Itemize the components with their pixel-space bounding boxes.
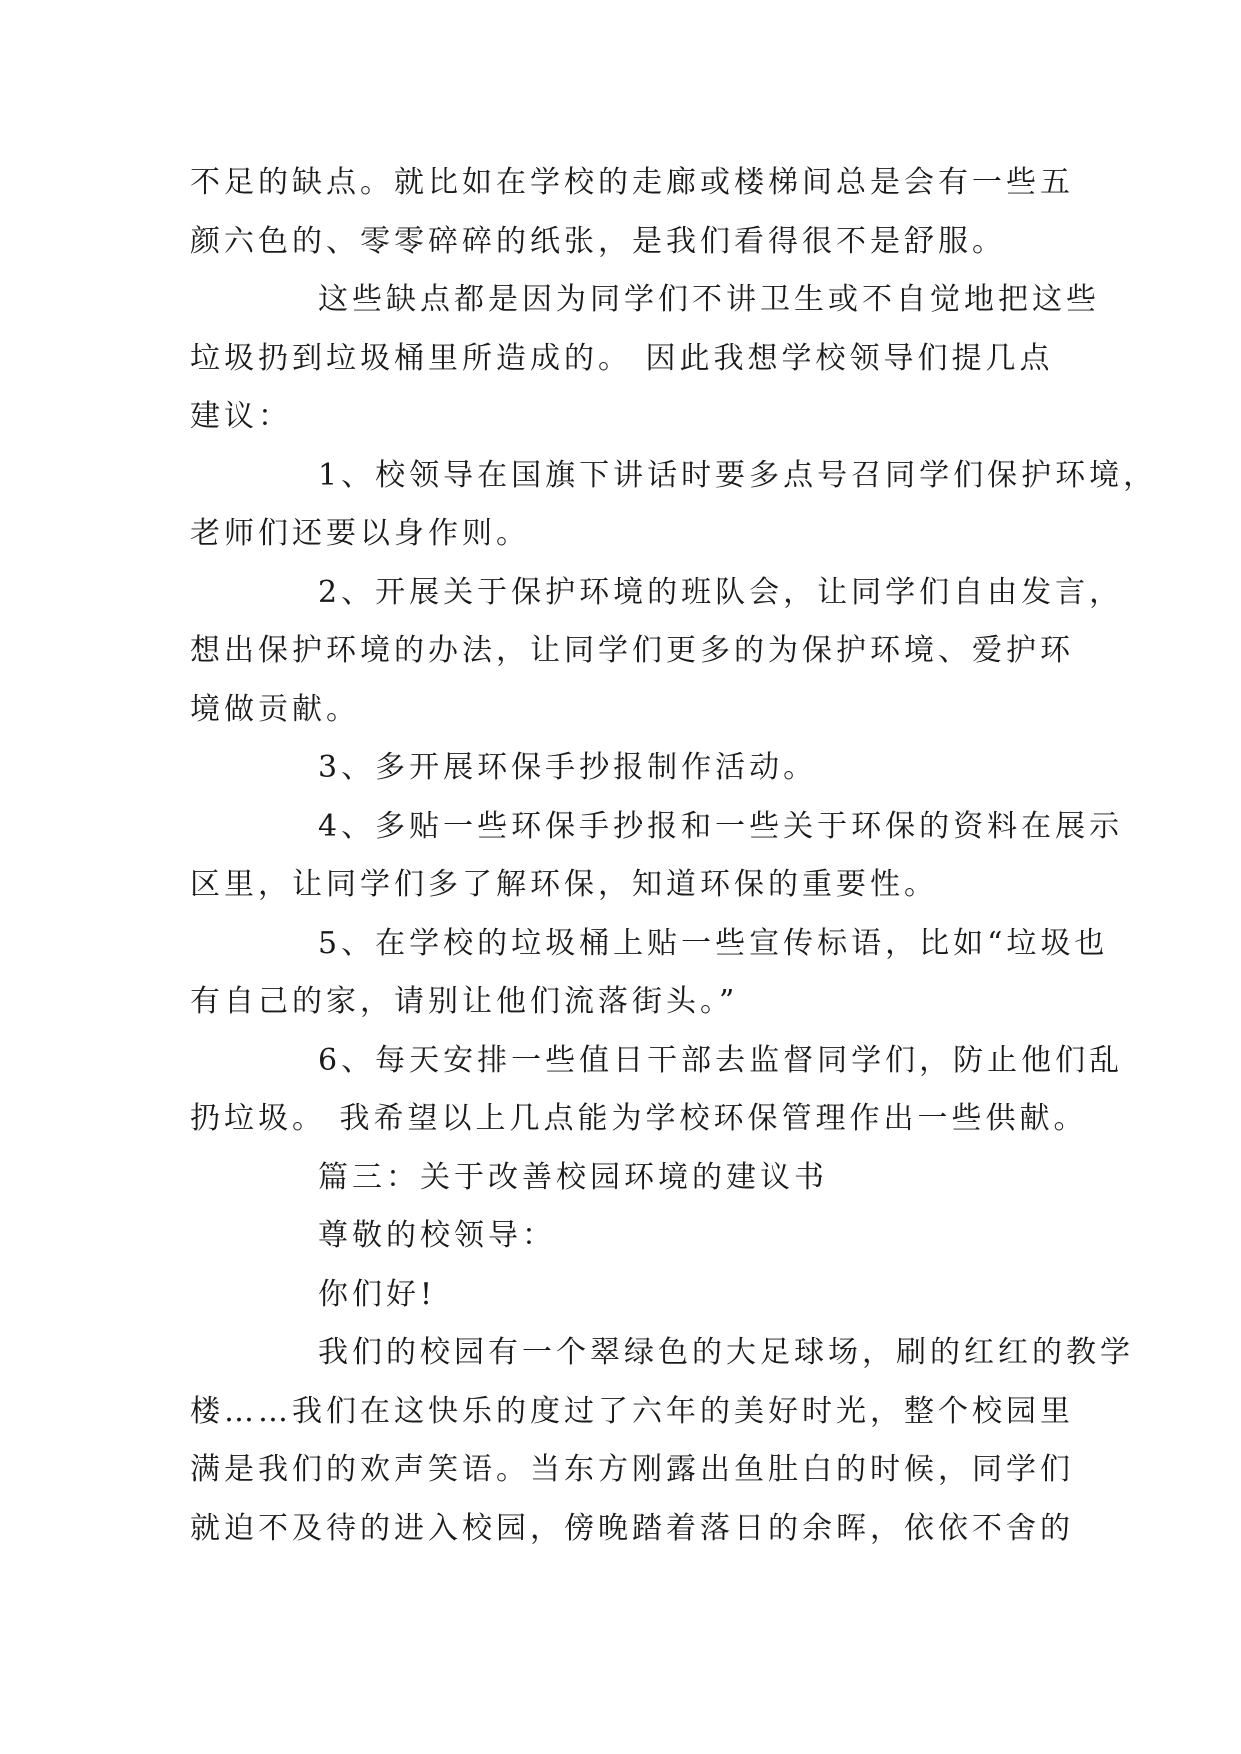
text-line: 楼……我们在这快乐的度过了六年的美好时光，整个校园里 [190, 1393, 1074, 1429]
greeting [190, 1266, 1070, 1325]
text-line: 就迫不及待的进入校园，傍晚踏着落日的余晖，依依不舍的 [190, 1510, 1074, 1546]
paragraph-suggestion-4 [190, 798, 1124, 915]
text-line: 垃圾扔到垃圾桶里所造成的。 因此我想学校领导们提几点 [190, 340, 1054, 376]
paragraph-suggestion-6 [190, 1032, 1124, 1149]
paragraph-2 [190, 271, 1100, 447]
text-line: 满是我们的欢声笑语。当东方刚露出鱼肚白的时候，同学们 [190, 1452, 1074, 1487]
text-line: 不足的缺点。就比如在学校的走廊或楼梯间总是会有一些五 [190, 165, 1074, 200]
paragraph-1 [190, 154, 1074, 271]
document-body [190, 154, 1158, 1558]
text-line: 老师们还要以身作则。 [190, 516, 530, 551]
text-line: 你们好! [318, 1276, 437, 1312]
text-line: 建议： [190, 399, 292, 434]
text-line: 尊敬的校领导： [318, 1218, 556, 1253]
section-heading [190, 1149, 1070, 1208]
paragraph-suggestion-1 [190, 447, 1158, 564]
paragraph-campus [190, 1324, 1134, 1558]
text-line: 篇三：关于改善校园环境的建议书 [318, 1159, 828, 1195]
text-line: 我们的校园有一个翠绿色的大足球场，刷的红红的教学 [318, 1335, 1134, 1370]
text-line: 3、多开展环保手抄报制作活动。 [318, 750, 818, 785]
text-line: 1、校领导在国旗下讲话时要多点号召同学们保护环境， [318, 457, 1158, 493]
salutation [190, 1207, 1070, 1266]
paragraph-suggestion-3 [190, 739, 1070, 798]
paragraph-suggestion-2 [190, 564, 1124, 740]
text-line: 扔垃圾。 我希望以上几点能为学校环保管理作出一些供献。 [190, 1101, 1088, 1136]
text-line: 5、在学校的垃圾桶上贴一些宣传标语，比如“垃圾也 [318, 925, 1109, 961]
text-line: 想出保护环境的办法，让同学们更多的为保护环境、爱护环 [190, 633, 1074, 668]
text-line: 6、每天安排一些值日干部去监督同学们，防止他们乱 [318, 1042, 1124, 1078]
text-line: 这些缺点都是因为同学们不讲卫生或不自觉地把这些 [318, 282, 1100, 317]
paragraph-suggestion-5 [190, 915, 1109, 1032]
text-line: 境做贡献。 [190, 691, 360, 727]
text-line: 有自己的家，请别让他们流落街头。” [190, 984, 739, 1019]
text-line: 颜六色的、零零碎碎的纸张，是我们看得很不是舒服。 [190, 223, 1006, 259]
text-line: 4、多贴一些环保手抄报和一些关于环保的资料在展示 [318, 808, 1124, 844]
text-line: 2、开展关于保护环境的班队会，让同学们自由发言， [318, 574, 1124, 610]
text-line: 区里，让同学们多了解环保，知道环保的重要性。 [190, 867, 938, 902]
